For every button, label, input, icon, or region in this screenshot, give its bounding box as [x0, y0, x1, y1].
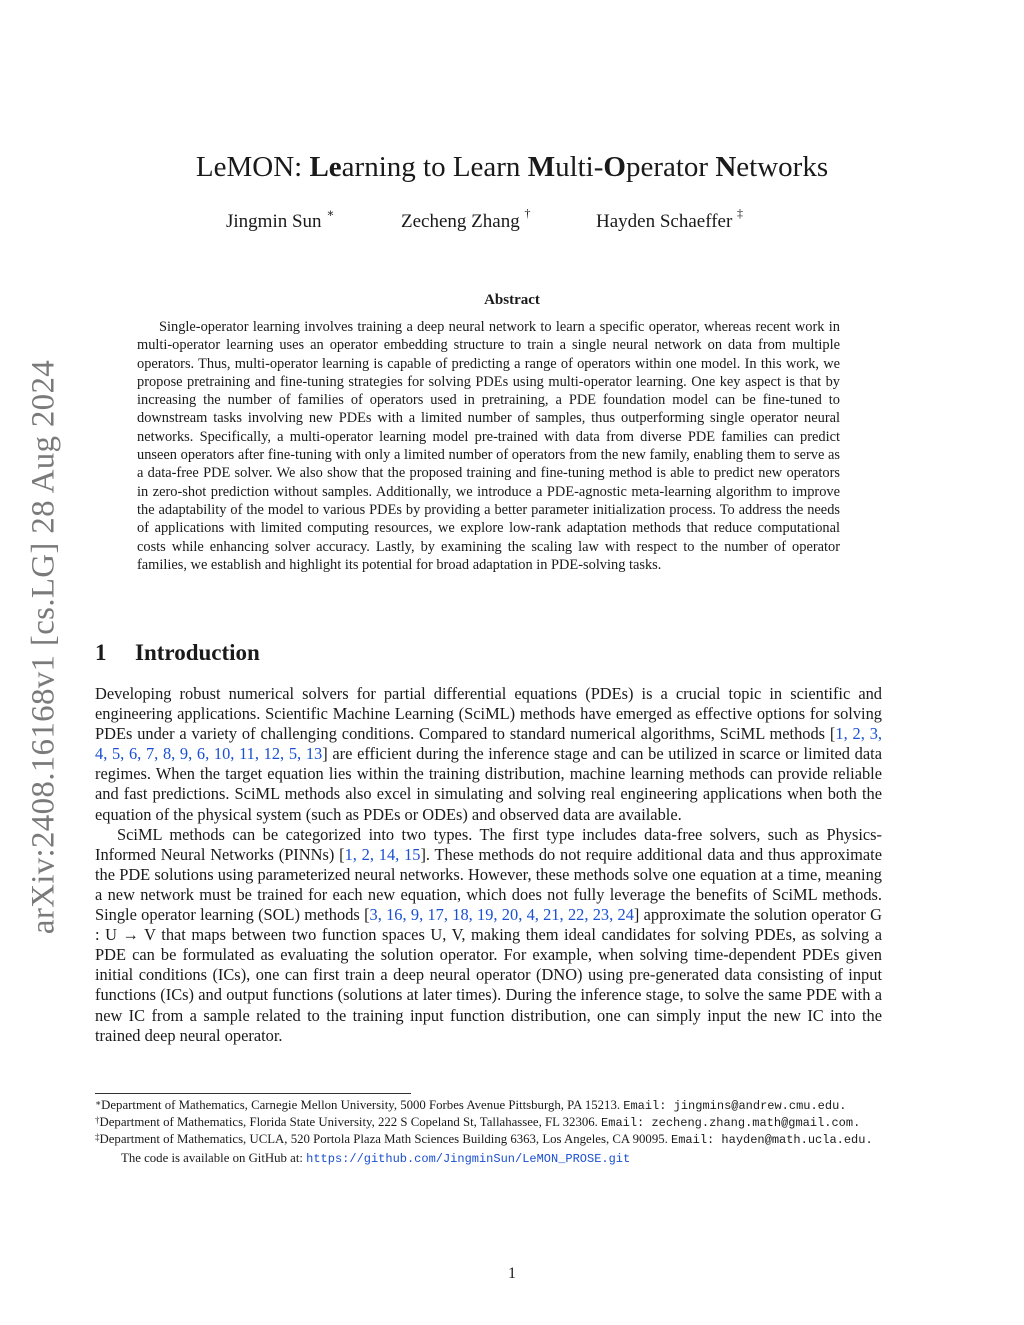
text-run: ]. These methods do not require additional data and thus approximate the PDE solutions using parameterized neural networks. However, these methods solve one equation at a time, meaning a new network must be trained for each new equation, which does not fully leverage the benefits of SciML methods. Single operator learning (SOL) methods [ [95, 844, 883, 925]
page-number: 1 [508, 1265, 516, 1282]
author [596, 206, 744, 233]
code-note [95, 1150, 882, 1167]
title-part: arning to Learn [341, 151, 528, 183]
citation-link[interactable]: 1, 2, 14, 15 [344, 844, 421, 864]
text-run: ] approximate the solution operator G : U → V that maps between two function spaces U, V, making them ideal candidates for solving PDEs, as solving a PDE can be formulated as evaluating the solution operator. For example, when solving time-dependent PDEs given initial conditions (ICs), one can first train a deep neural operator (DNO) using pre-generated data consisting of input functions (ICs) and output functions (solutions at later times). During the inference stage, to solve the same PDE with a new IC from a sample related to the training input function distribution, one can simply input the new IC into the trained deep neural operator. [95, 905, 883, 1045]
footnote-email: Email: jingmins@andrew.cmu.edu. [623, 1099, 847, 1113]
author [401, 206, 531, 233]
title-bold: N [715, 151, 737, 183]
footnotes [95, 1097, 882, 1167]
footnote-text: Department of Mathematics, Florida State University, 222 S Copeland St, Tallahassee, FL 32306. [99, 1115, 602, 1129]
footnote-text: Department of Mathematics, UCLA, 520 Portola Plaza Math Sciences Building 6363, Los Angeles, CA 90095. [99, 1132, 672, 1146]
footnote-email: Email: zecheng.zhang.math@gmail.com. [601, 1116, 861, 1130]
abstract-text: Single-operator learning involves training a deep neural network to learn a specific operator, whereas recent work in multi-operator learning uses an operator embedding structure to train a single neural network on data from multiple operators. Thus, multi-operator learning is capable of predicting a range of operators within one model. In this work, we propose pretraining and fine-tuning strategies for solving PDEs using multi-operator learning. One key aspect is that by increasing the number of families of operators used in pretraining, a PDE foundation model can be fine-tuned to downstream tasks involving new PDEs with a limited number of samples, thus outperforming single operator neural networks. Specifically, a multi-operator learning model pre-trained with data from diverse PDE families can predict unseen operators after fine-tuning with only a limited number of operators from the new family, enabling them to serve as a data-free PDE solver. We also show that the proposed training and fine-tuning method is able to predict new operators in zero-shot prediction without samples. Additionally, we introduce a PDE-agnostic meta-learning algorithm to improve the adaptability of the model to various PDEs by providing a better parameter initialization process. To address the needs of applications with limited computing resources, we explore low-rank adaptation methods that reduce computational costs while enhancing solver accuracy. Lastly, by examining the scaling law with respect to the number of operator families, we establish and highlight its potential for broad adaptation in PDE-solving tasks. [137, 319, 840, 573]
text-run: ] are efficient during the inference stage and can be utilized in scarce or limited data regimes. When the target equation lies within the training distribution, machine learning methods can provide reliable and fast predictions. SciML methods also excel in simulating and solving real engineering applications when both the equation of the physical system (such as PDEs or ODEs) and observed data are available. [95, 744, 882, 824]
abstract-heading: Abstract [484, 292, 540, 308]
arxiv-side-label: arXiv:2408.16168v1 [cs.LG] 28 Aug 2024 [25, 359, 62, 935]
author [226, 206, 335, 233]
title-bold: Le [309, 151, 342, 183]
citation-link[interactable]: 3, 16, 9, 17, 18, 19, 20, 4, 21, 22, 23, 24 [369, 905, 634, 925]
footnote-mark: † [95, 1115, 100, 1125]
author-name: Jingmin Sun [226, 211, 322, 232]
code-note-text: The code is available on GitHub at: [121, 1151, 307, 1165]
paper-title [0, 151, 1024, 184]
footnote [95, 1131, 882, 1148]
github-link[interactable]: https://github.com/JingminSun/LeMON_PROSE.git [306, 1152, 631, 1166]
title-part: ulti- [555, 151, 604, 183]
author-mark: ‡ [737, 206, 744, 220]
footnote-text: Department of Mathematics, Carnegie Mellon University, 5000 Forbes Avenue Pittsburgh, PA 15213. [101, 1098, 624, 1112]
title-part: LeMON: [195, 151, 310, 183]
citation-link[interactable]: 1, 2, 3, 4, 5, 6, 7, 8, 9, 6, 10, 11, 12, 5, 13 [95, 724, 882, 764]
title-part: perator [625, 151, 716, 183]
intro-body [95, 684, 882, 1046]
section-title: Introduction [135, 640, 260, 665]
author-name: Zecheng Zhang [401, 211, 520, 232]
intro-paragraph [95, 825, 882, 1046]
footnote-email: Email: hayden@math.ucla.edu. [671, 1133, 873, 1147]
author-name: Hayden Schaeffer [596, 211, 733, 232]
title-part: etworks [736, 151, 829, 183]
footnote [95, 1097, 882, 1114]
section-number: 1 [95, 640, 107, 665]
section-heading [95, 640, 260, 666]
footnote [95, 1114, 882, 1131]
text-run: SciML methods can be categorized into two types. The first type includes data-free solvers, such as Physics-Informed Neural Networks (PINNs) [ [95, 824, 882, 864]
footnote-mark: ‡ [95, 1132, 100, 1142]
intro-paragraph [95, 684, 882, 825]
footnote-mark: ∗ [95, 1098, 102, 1108]
text-run: Developing robust numerical solvers for partial differential equations (PDEs) is a crucial topic in scientific and engineering applications. Scientific Machine Learning (SciML) methods have emerged as effective options for solving PDEs under a variety of challenging conditions. Compared to standard numerical algorithms, SciML methods [ [95, 684, 882, 744]
author-mark: ∗ [326, 206, 335, 220]
footnote-rule [95, 1093, 411, 1094]
author-mark: † [524, 206, 531, 220]
title-bold: M [527, 151, 556, 183]
title-bold: O [603, 151, 626, 183]
